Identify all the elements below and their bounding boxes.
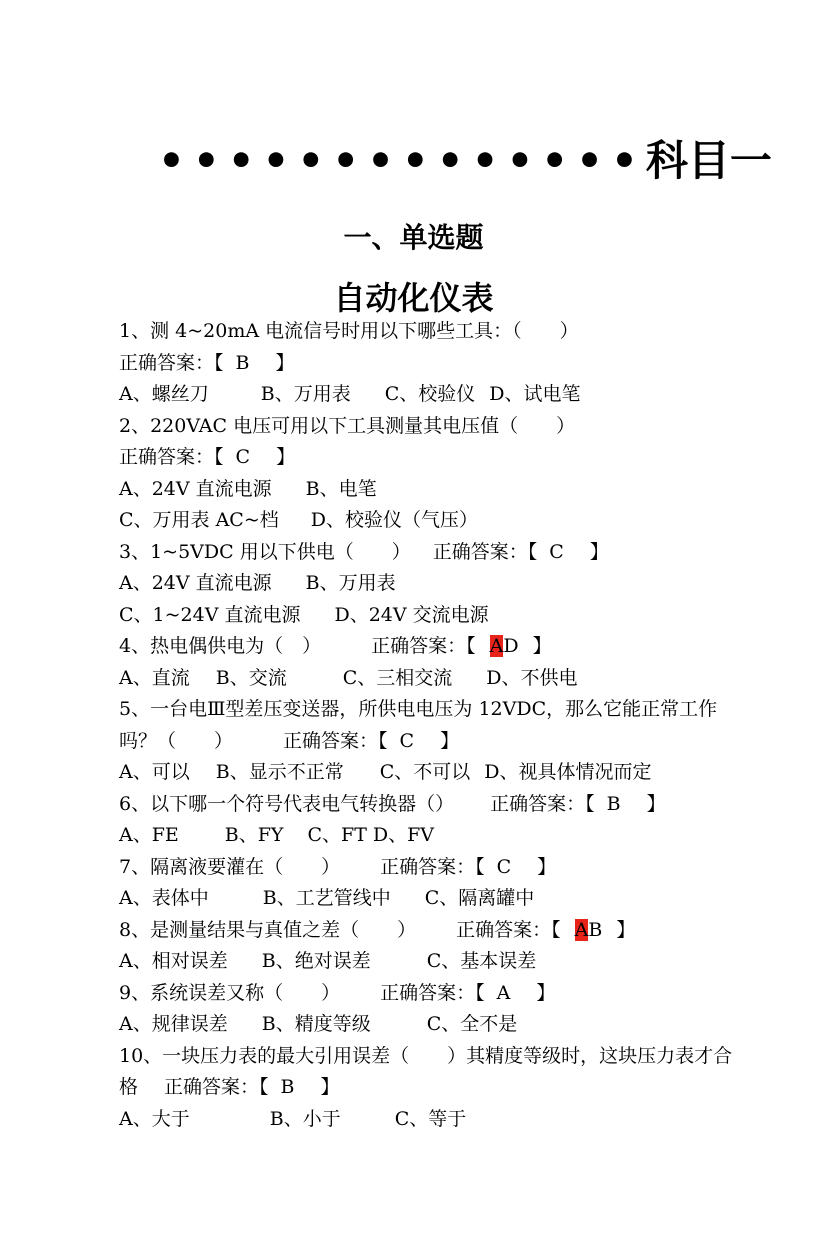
option: C、全不是 [426,1013,518,1035]
option: B、小于 [269,1107,341,1130]
question-text-body: 10、一块压力表的最大引用误差（ ）其精度等级时，这块压力表才合格 [119,1044,733,1098]
answer-label: 正确答案：【 [380,855,485,878]
option: D、不供电 [486,666,578,689]
options-line [119,820,744,852]
option: C、万用表 AC~档 [119,509,279,531]
answer-label: 正确答案：【 [490,792,595,815]
options-line [119,474,744,506]
options-line [119,505,744,537]
answer-line [119,442,744,474]
option: C、三相交流 [342,666,453,689]
option: B、精度等级 [261,1013,371,1035]
option: C、基本误差 [426,950,537,972]
answer-close: 】 [536,981,556,1004]
answer-close: 】 [532,635,552,657]
question-with-answer [119,789,744,821]
question-text: 1、测 4~20mA 电流信号时用以下哪些工具：（ ） [119,320,579,342]
answer-label: 正确答案：【 [283,729,388,752]
question-text: 9、系统误差又称（ ） [119,981,341,1004]
question-text [119,1041,744,1104]
question-text-body: 5、一台电Ⅲ型差压变送器，所供电电压为 12VDC，那么它能正常工作吗？（ ） [119,698,718,752]
document-title [158,128,772,194]
option: C、等于 [394,1107,467,1130]
question-text: 2、220VAC 电压可用以下工具测量其电压值（ ） [119,414,576,437]
answer-value: A [496,981,511,1004]
options-line [119,883,744,915]
answer-label: 正确答案：【 [119,351,224,374]
options-line [119,379,744,411]
option: D、FV [372,824,435,846]
question-text: 8、是测量结果与真值之差（ ） [119,918,417,941]
option: A、规律误差 [119,1013,228,1035]
answer-close: 】 [646,792,666,815]
answer-close: 】 [537,855,557,878]
option: B、FY [224,824,284,846]
options-line [119,1009,744,1041]
question-with-answer [119,852,744,884]
answer-line [119,348,744,380]
answer-close: 】 [275,351,295,374]
answer-value: B [588,918,603,941]
answer-close: 】 [276,446,296,468]
options-line [119,757,744,789]
question-list [119,316,744,1135]
answer-value: C [549,540,564,563]
answer-value: B [235,351,250,374]
answer-value: C [399,729,415,752]
option: A、24V 直流电源 [119,477,272,500]
option: B、绝对误差 [261,950,371,972]
option: B、交流 [215,666,287,689]
answer-value: C [235,446,251,468]
option: A、FE [119,824,179,846]
subsection-heading: 自动化仪表 [333,279,494,317]
option: C、1~24V 直流电源 [119,603,301,626]
answer-value: B [280,1076,295,1098]
question-text: 6、以下哪一个符号代表电气转换器（） [119,792,455,815]
question-with-answer [119,631,744,663]
answer-close: 】 [589,540,609,563]
answer-value: D [503,635,519,657]
options-line [119,600,744,632]
options-line [119,946,744,978]
option: B、工艺管线中 [262,887,391,909]
answer-value: C [496,855,512,878]
option: D、校验仪（气压） [310,509,478,531]
option: A、表体中 [119,887,209,909]
question-text: 7、隔离液要灌在（ ） [119,855,341,878]
answer-value: B [606,792,621,815]
option: B、万用表 [260,383,351,405]
option: A、24V 直流电源 [119,572,272,594]
answer-close: 】 [440,729,460,752]
option: B、显示不正常 [215,761,344,783]
option: C、FT [307,824,367,846]
question-with-answer [119,915,744,947]
option: D、试电笔 [489,383,581,405]
option: B、电笔 [305,477,377,500]
option: C、校验仪 [384,383,476,405]
answer-label: 正确答案：【 [432,540,538,563]
section-heading: 一、单选题 [343,221,484,254]
answer-highlight: A [489,635,504,657]
question-with-answer [119,537,744,569]
option: C、隔离罐中 [424,887,535,909]
question-text: 4、热电偶供电为（ ） [119,635,322,657]
question-with-answer [119,978,744,1010]
options-line [119,663,744,695]
option: A、直流 [119,666,190,689]
option: B、万用表 [305,572,396,594]
answer-close: 】 [616,918,636,941]
answer-close: 】 [320,1076,340,1098]
answer-highlight: A [574,918,589,941]
options-line [119,568,744,600]
option: C、不可以 [379,761,471,783]
options-line [119,1104,744,1136]
option: A、可以 [119,761,190,783]
title-text: 科目一 [645,136,772,185]
answer-label: 正确答案：【 [164,1076,269,1098]
option: A、螺丝刀 [119,383,209,405]
question-text [119,694,744,757]
answer-label: 正确答案：【 [371,635,476,657]
option: A、大于 [119,1107,190,1130]
option: A、相对误差 [119,950,228,972]
title-dots: •••••••••••••• [158,136,646,185]
option: D、24V 交流电源 [334,603,489,626]
answer-label: 正确答案：【 [456,918,561,941]
answer-label: 正确答案：【 [119,446,224,468]
question-text: 3、1~5VDC 用以下供电（ ） [119,540,411,563]
answer-label: 正确答案：【 [380,981,485,1004]
option: D、视具体情况而定 [484,761,652,783]
